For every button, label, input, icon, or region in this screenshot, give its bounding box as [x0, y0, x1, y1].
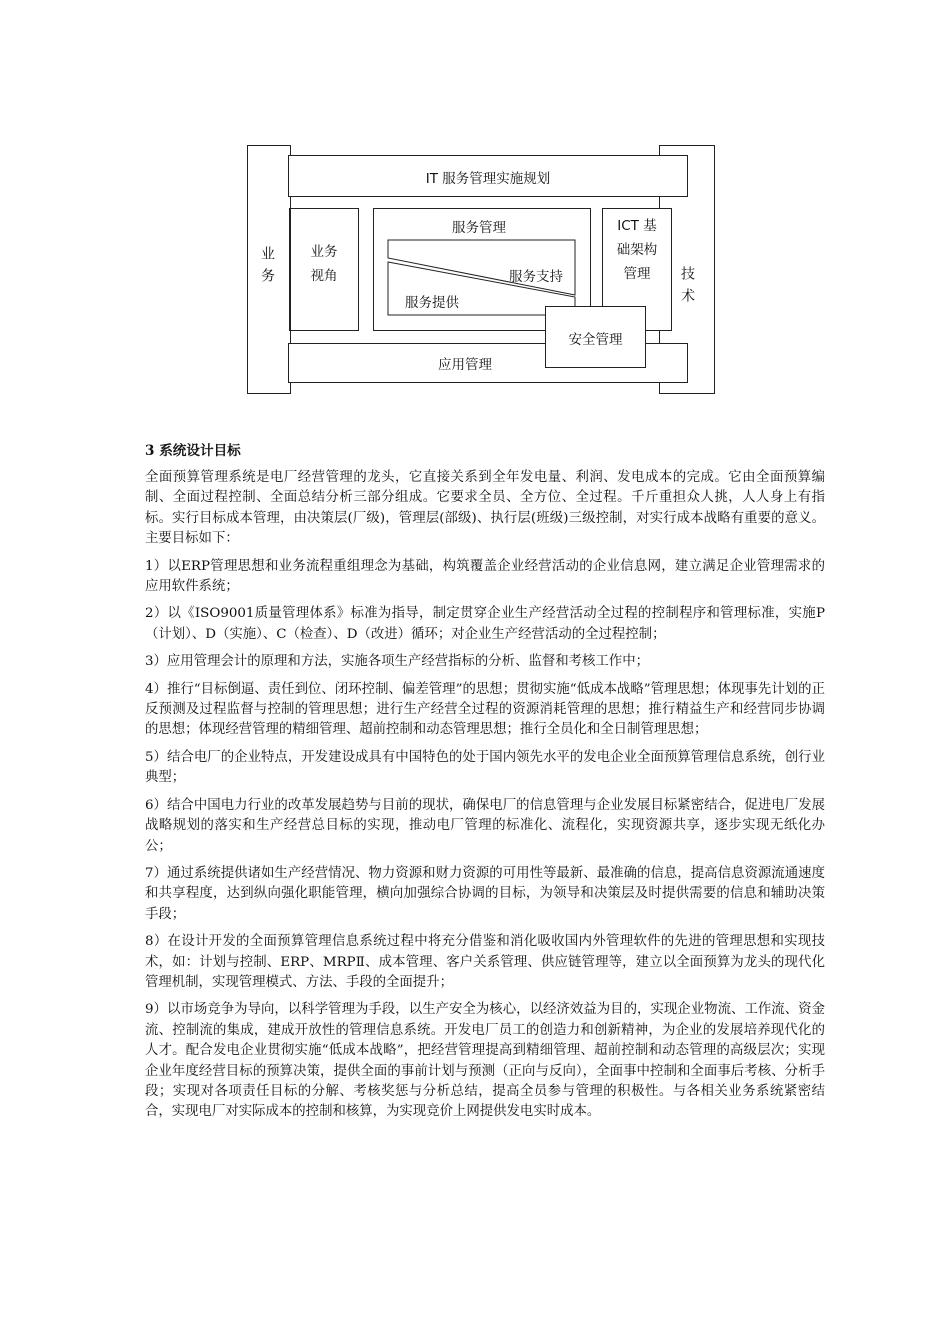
top-planning-label: IT 服务管理实施规划: [425, 171, 551, 187]
intro-paragraph: 全面预算管理系统是电厂经营管理的龙头，它直接关系到全年发电量、利润、发电成本的完成。它由全面预算编制、全面过程控制、全面总结分析三部分组成。它要求全员、全方位、全过程。千斤重担众人挑，人人身上有指标。实行目标成本管理，由决策层(厂级)，管理层(部级)、执行层(班级)三级控制，对实行成本战略有重要的意义。主要目标如下：: [145, 470, 825, 547]
security-management-label: 安全管理: [568, 332, 623, 348]
goal-item-5: 5）结合电厂的企业特点，开发建设成具有中国特色的处于国内领先水平的发电企业全面预算管理信息系统，创行业典型；: [145, 749, 825, 786]
ict-line-3: 管理: [623, 266, 651, 282]
service-delivery-label: 服务提供: [405, 295, 459, 311]
goal-item-2: 2）以《ISO9001质量管理体系》标准为指导，制定贯穿企业生产经营活动全过程的控制程序和管理标准，实施P（计划）、D（实施）、C（检查）、D（改进）循环；对企业生产经营活动的全过程控制；: [145, 606, 825, 642]
application-management-label: 应用管理: [438, 357, 492, 373]
goal-item-7: 7）通过系统提供诸如生产经营情况、物力资源和财力资源的可用性等最新、最准确的信息，提高信息资源流通速度和共享程度，达到纵向强化职能管理，横向加强综合协调的目标，为领导和决策层及时提供需要的信息和辅助决策手段；: [145, 865, 825, 922]
ict-line-2: 础架构: [616, 242, 658, 258]
goal-item-3: 3）应用管理会计的原理和方法，实施各项生产经营指标的分析、监督和考核工作中；: [145, 654, 649, 670]
business-view-line-1: 业务: [310, 244, 338, 260]
technology-side-label: 技术: [679, 266, 695, 310]
section-heading: 3 系统设计目标: [145, 443, 241, 459]
business-view-line-2: 视角: [310, 268, 338, 284]
service-support-label: 服务支持: [509, 269, 563, 285]
goal-item-4: 4）推行“目标倒逼、责任到位、闭环控制、偏差管理”的思想；贯彻实施“低成本战略”管理思想；体现事先计划的正反预测及过程监督与控制的管理思想；进行生产经营全过程的资源消耗管理的思想；推行精益生产和经营同步协调的思想；体现经营管理的精细管理、超前控制和动态管理思想；推行全员化和全日制管理思想；: [145, 681, 825, 738]
ict-infrastructure-label: [602, 214, 672, 286]
goal-item-9: 9）以市场竞争为导向，以科学管理为手段，以生产安全为核心，以经济效益为目的，实现企业物流、工作流、资金流、控制流的集成，建成开放性的管理信息系统。开发电厂员工的创造力和创新精神，为企业的发展培养现代化的人才。配合发电企业贯彻实施“低成本战略”，把经营管理提高到精细管理、超前控制和动态管理的高级层次；实现企业年度经营目标的预算决策，提供全面的事前计划与预测（正向与反向），全面事中控制和全面事后考核、分析手段；实现对各项责任目标的分解、考核奖惩与分析总结，提高全员参与管理的积极性。与各相关业务系统紧密结合，实现电厂对实际成本的控制和核算，为实现竞价上网提供发电实时成本。: [145, 1002, 825, 1120]
goal-item-6: 6）结合中国电力行业的改革发展趋势与目前的现状，确保电厂的信息管理与企业发展目标紧密结合，促进电厂发展战略规划的落实和生产经营总目标的实现，推动电厂管理的标准化、流程化，实现资源共享，逐步实现无纸化办公；: [145, 797, 825, 854]
service-management-label: 服务管理: [452, 220, 506, 236]
section-content: [145, 440, 825, 1130]
ict-line-1: ICT 基: [617, 218, 657, 234]
business-side-label: 业务: [259, 246, 275, 290]
it-service-management-diagram: [0, 0, 950, 410]
goal-item-8: 8）在设计开发的全面预算管理信息系统过程中将充分借鉴和消化吸收国内外管理软件的先进的管理思想和实现技术，如：计划与控制、ERP、MRPⅡ、成本管理、客户关系管理、供应链管理等，建立以全面预算为龙头的现代化管理机制，实现管理模式、方法、手段的全面提升；: [145, 934, 825, 990]
goal-item-1: 1）以ERP管理思想和业务流程重组理念为基础，构筑覆盖企业经营活动的企业信息网，建立满足企业管理需求的应用软件系统；: [145, 558, 825, 595]
